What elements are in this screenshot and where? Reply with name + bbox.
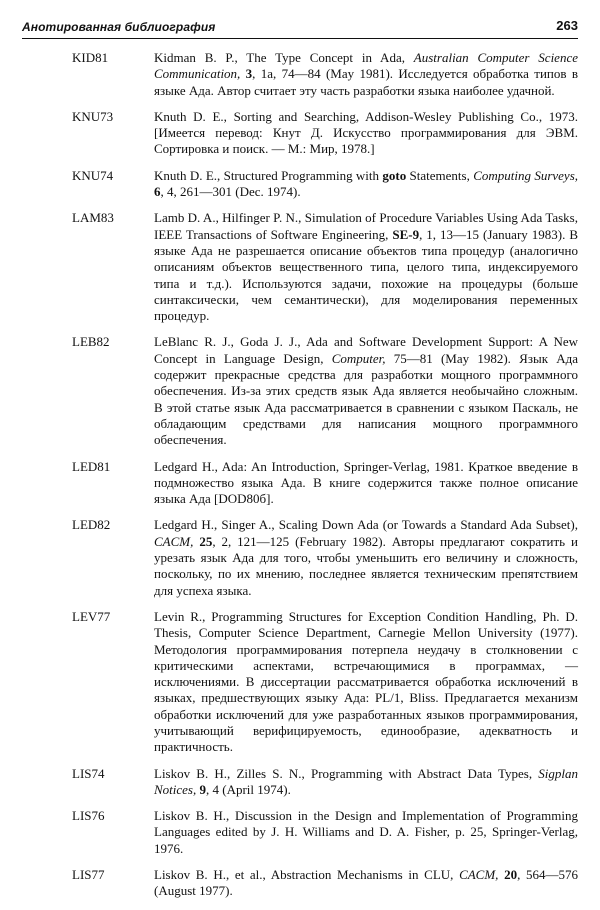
bib-citation [154, 867, 578, 900]
bib-entry [22, 517, 578, 598]
volume-number: 25 [199, 533, 213, 549]
bib-citation [154, 210, 578, 324]
bib-citation [154, 168, 578, 201]
citation-text: , 4 (April 1974). [206, 781, 291, 797]
bib-key: LIS74 [72, 765, 105, 781]
citation-text: Knuth D. E., Structured Programming with [154, 167, 383, 183]
bib-entry [22, 334, 578, 448]
bib-key: LED81 [72, 458, 111, 474]
citation-text: , 4, 261—301 (Dec. 1974). [160, 184, 301, 200]
bib-entry [22, 867, 578, 900]
bib-entry [22, 168, 578, 201]
running-header [22, 18, 578, 39]
bib-citation [154, 459, 578, 508]
citation-text: Ledgard H., Ada: An Introduction, Springer-Verlag, 1981. Краткое введение в подмножество языка Ада. В книге содержится также полное описание языка Ада [DOD80б]. [154, 458, 578, 507]
journal-title: Sigplan Notices, [154, 765, 578, 797]
volume-number: 20 [504, 867, 518, 883]
bib-key: LEV77 [72, 608, 111, 624]
bib-citation [154, 808, 578, 857]
bib-entry [22, 210, 578, 324]
volume-number: 6 [154, 184, 161, 200]
citation-text: , 1a, 74—84 (May 1981). Исследуется обработка типов в языке Ада. Автор считает эту часть разработки языка наиболее удачной. [154, 66, 578, 98]
page-number: 263 [556, 18, 578, 33]
volume-number: 9 [199, 781, 206, 797]
citation-text: Lamb D. A., Hilfinger P. N., Simulation of Procedure Variables Using Ada Tasks, IEEE Transactions of Software Engineering, [154, 210, 578, 242]
citation-text: Ledgard H., Singer A., Scaling Down Ada (or Towards a Standard Ada Subset), [154, 517, 578, 533]
volume-number: goto [382, 167, 407, 183]
bib-entry [22, 766, 578, 799]
bib-citation [154, 766, 578, 799]
bibliography-list [22, 50, 578, 910]
citation-text: Statements, [406, 167, 474, 183]
bib-key: KID81 [72, 50, 109, 65]
citation-text: , 564—576 (August 1977). [154, 867, 578, 899]
citation-text: Liskov B. H., et al., Abstraction Mechanisms in CLU, [154, 867, 460, 883]
citation-text: Knuth D. E., Sorting and Searching, Addison-Wesley Publishing Co., 1973. [Имеется перевод: Кнут Д. Искусство программирования для ЭВМ. Сортировка и поиск. — М.: Мир, 1978.] [154, 108, 578, 157]
citation-text: Liskov B. H., Zilles S. N., Programming with Abstract Data Types, [154, 765, 539, 781]
bib-citation [154, 609, 578, 756]
bib-key: LIS77 [72, 867, 105, 883]
citation-text: Kidman B. P., The Type Concept in Ada, [154, 50, 414, 65]
bib-key: KNU73 [72, 108, 114, 124]
bib-entry [22, 459, 578, 508]
volume-number: 3 [245, 66, 253, 82]
citation-text: , 2, 121—125 (February 1982). Авторы предлагают сократить и урезать язык Ада для того, чтобы уменьшить его величину и сложность, поскольку, по их мнению, последнее является техническим препятствием для успеха языка. [154, 533, 579, 598]
bib-entry [22, 808, 578, 857]
bib-entry [22, 109, 578, 158]
bib-key: LAM83 [72, 210, 114, 226]
bib-citation [154, 50, 578, 99]
journal-title: CACM, [154, 533, 194, 549]
bib-key: LEB82 [72, 334, 110, 350]
section-title: Анотированная библиография [22, 20, 216, 34]
citation-text: LeBlanc R. J., Goda J. J., Ada and Software Development Support: A New Concept in Language Design, [154, 334, 578, 366]
bib-citation [154, 334, 578, 448]
citation-text: 75—81 (May 1982). Язык Ада содержит прекрасные средства для разработки мощного программного обеспечения. Из-за этих средств язык Ада является необычайно сложным. В этой статье язык Ада рассматривается в сравнении с языком Паскаль, не обладающим средствами для написания мощного программного обеспечения. [154, 350, 579, 448]
bib-entry [22, 50, 578, 99]
bib-key: LIS76 [72, 808, 105, 824]
bib-key: LED82 [72, 517, 111, 533]
bib-key: KNU74 [72, 167, 114, 183]
journal-title: CACM, [459, 867, 499, 883]
bib-citation [154, 109, 578, 158]
bib-entry [22, 609, 578, 756]
bib-citation [154, 517, 578, 598]
journal-title: Computer, [331, 350, 386, 366]
journal-title: Australian Computer Science Communication, [154, 50, 578, 82]
citation-text: Levin R., Programming Structures for Exception Condition Handling, Ph. D. Thesis, Computer Science Department, Carnegie Mellon University (1977). Методология программирования потерпела неудачу в столкновении с критическими аспектами, встречающимися в программах, — исключениями. В диссертации рассматривается обработка исключений в языках, предшествующих языку Ада: PL/1, Bliss. Предлагается механизм обработки исключений для уже разработанных языков программирования, учитывающий верифицируемость, единообразие, адекватность и практичность. [154, 608, 578, 755]
citation-text: , 1, 13—15 (January 1983). В языке Ада не разрешается описание объектов типа процедур (аналогично описаниям объектов вещественного типа, целого типа, индексируемого типа и т.д.). Используются задачи, похожие на процедуры (больше синтаксически, чем семантически), для моделирования переменных процедур. [154, 226, 578, 324]
citation-text: Liskov B. H., Discussion in the Design and Implementation of Programming Languages edited by J. H. Williams and D. A. Fisher, p. 25, Springer-Verlag, 1976. [154, 808, 578, 856]
volume-number: SE-9 [392, 226, 420, 242]
journal-title: Computing Surveys, [473, 167, 579, 183]
